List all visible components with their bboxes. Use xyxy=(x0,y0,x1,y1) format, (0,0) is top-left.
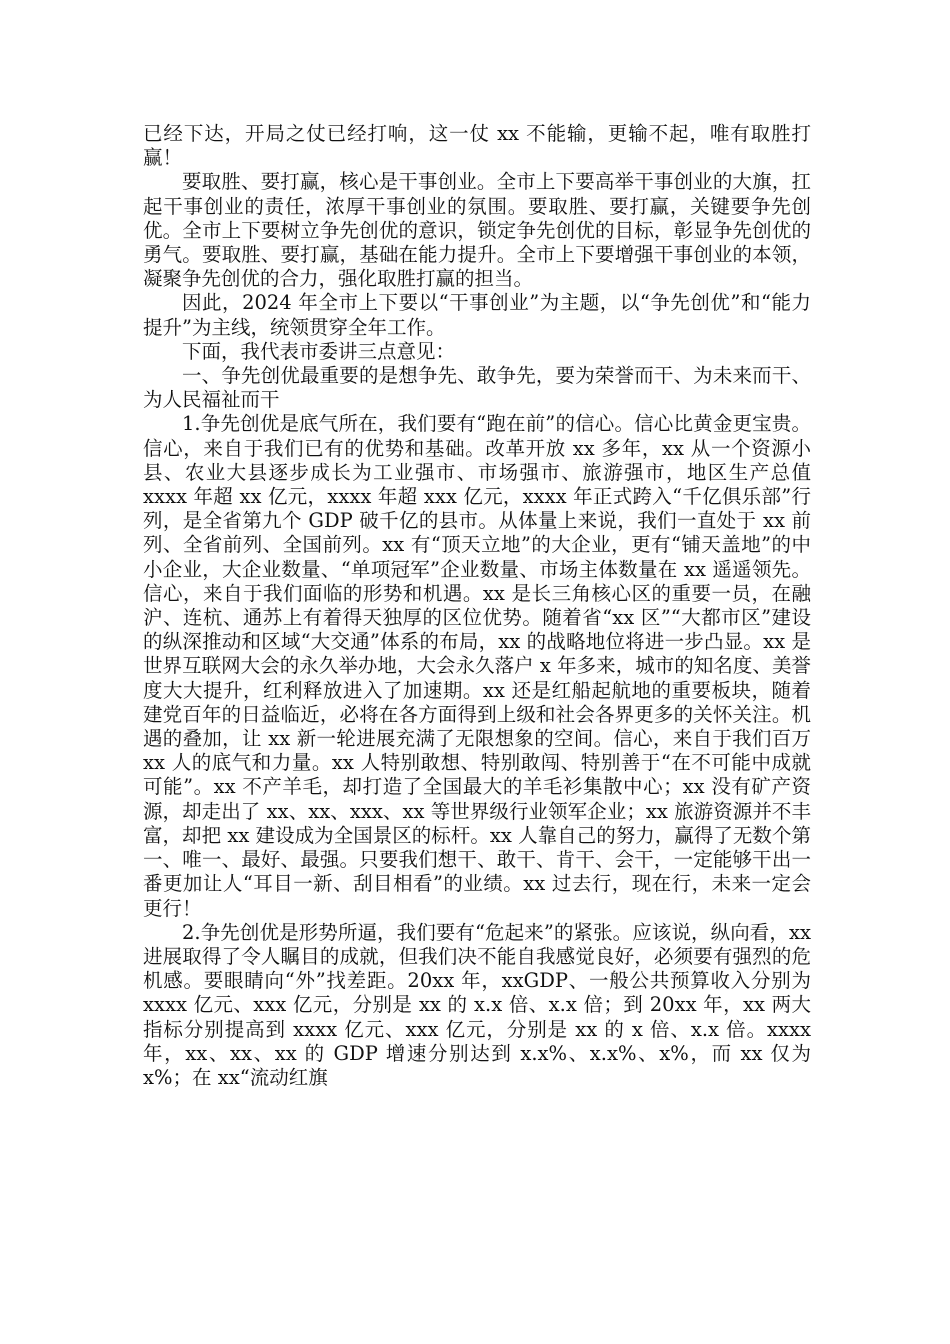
section-heading-one: 一、争先创优最重要的是想争先、敢争先，要为荣誉而干、为未来而干、为人民福祉而干 xyxy=(143,364,811,412)
paragraph-theme: 因此，2024 年全市上下要以“干事创业”为主题，以“争先创优”和“能力提升”为主线，统领贯穿全年工作。 xyxy=(143,291,811,339)
paragraph-key-points: 要取胜、要打赢，核心是干事创业。全市上下要高举干事创业的大旗，扛起干事创业的责任，浓厚干事创业的氛围。要取胜、要打赢，关键要争先创优。全市上下要树立争先创优的意识，锁定争先创优的目标，彰显争先创优的勇气。要取胜、要打赢，基础在能力提升。全市上下要增强干事创业的本领，凝聚争先创优的合力，强化取胜打赢的担当。 xyxy=(143,170,811,291)
paragraph-point-one: 1.争先创优是底气所在，我们要有“跑在前”的信心。信心比黄金更宝贵。信心，来自于我们已有的优势和基础。改革开放 xx 多年，xx 从一个资源小县、农业大县逐步成长为工业强市、市场强市、旅游强市，地区生产总值 xxxx 年超 xx 亿元，xxxx 年超 xxx 亿元，xxxx 年正式跨入“千亿俱乐部”行列，是全省第九个 GDP 破千亿的县市。从体量上来说，我们一直处于 xx 前列、全省前列、全国前列。xx 有“顶天立地”的大企业，更有“铺天盖地”的中小企业，大企业数量、“单项冠军”企业数量、市场主体数量在 xx 遥遥领先。信心，来自于我们面临的形势和机遇。xx 是长三角核心区的重要一员，在融沪、连杭、通苏上有着得天独厚的区位优势。随着省“xx 区”“大都市区”建设的纵深推动和区域“大交通”体系的布局，xx 的战略地位将进一步凸显。xx 是世界互联网大会的永久举办地，大会永久落户 x 年多来，城市的知名度、美誉度大大提升，红利释放进入了加速期。xx 还是红船起航地的重要板块，随着建党百年的日益临近，必将在各方面得到上级和社会各界更多的关怀关注。机遇的叠加，让 xx 新一轮进展充满了无限想象的空间。信心，来自于我们百万 xx 人的底气和力量。xx 人特别敢想、特别敢闯、特别善于“在不可能中成就可能”。xx 不产羊毛，却打造了全国最大的羊毛衫集散中心；xx 没有矿产资源，却走出了 xx、xx、xxx、xx 等世界级行业领军企业；xx 旅游资源并不丰富，却把 xx 建设成为全国景区的标杆。xx 人靠自己的努力，赢得了无数个第一、唯一、最好、最强。只要我们想干、敢干、肯干、会干，一定能够干出一番更加让人“耳目一新、刮目相看”的业绩。xx 过去行，现在行，未来一定会更行！ xyxy=(143,412,811,920)
paragraph-continuation: 已经下达，开局之仗已经打响，这一仗 xx 不能输，更输不起，唯有取胜打赢！ xyxy=(143,122,811,170)
document-page xyxy=(143,122,811,1090)
paragraph-intro: 下面，我代表市委讲三点意见： xyxy=(182,339,456,363)
paragraph-point-two: 2.争先创优是形势所逼，我们要有“危起来”的紧张。应该说，纵向看，xx 进展取得了令人瞩目的成就，但我们决不能自我感觉良好，必须要有强烈的危机感。要眼睛向“外”找差距。20xx 年，xxGDP、一般公共预算收入分别为 xxxx 亿元、xxx 亿元，分别是 xx 的 x.x 倍、x.x 倍；到 20xx 年，xx 两大指标分别提高到 xxxx 亿元、xxx 亿元，分别是 xx 的 x 倍、x.x 倍。xxxx 年，xx、xx、xx 的 GDP 增速分别达到 x.x%、x.x%、x%，而 xx 仅为 x%；在 xx“流动红旗 xyxy=(143,920,811,1089)
